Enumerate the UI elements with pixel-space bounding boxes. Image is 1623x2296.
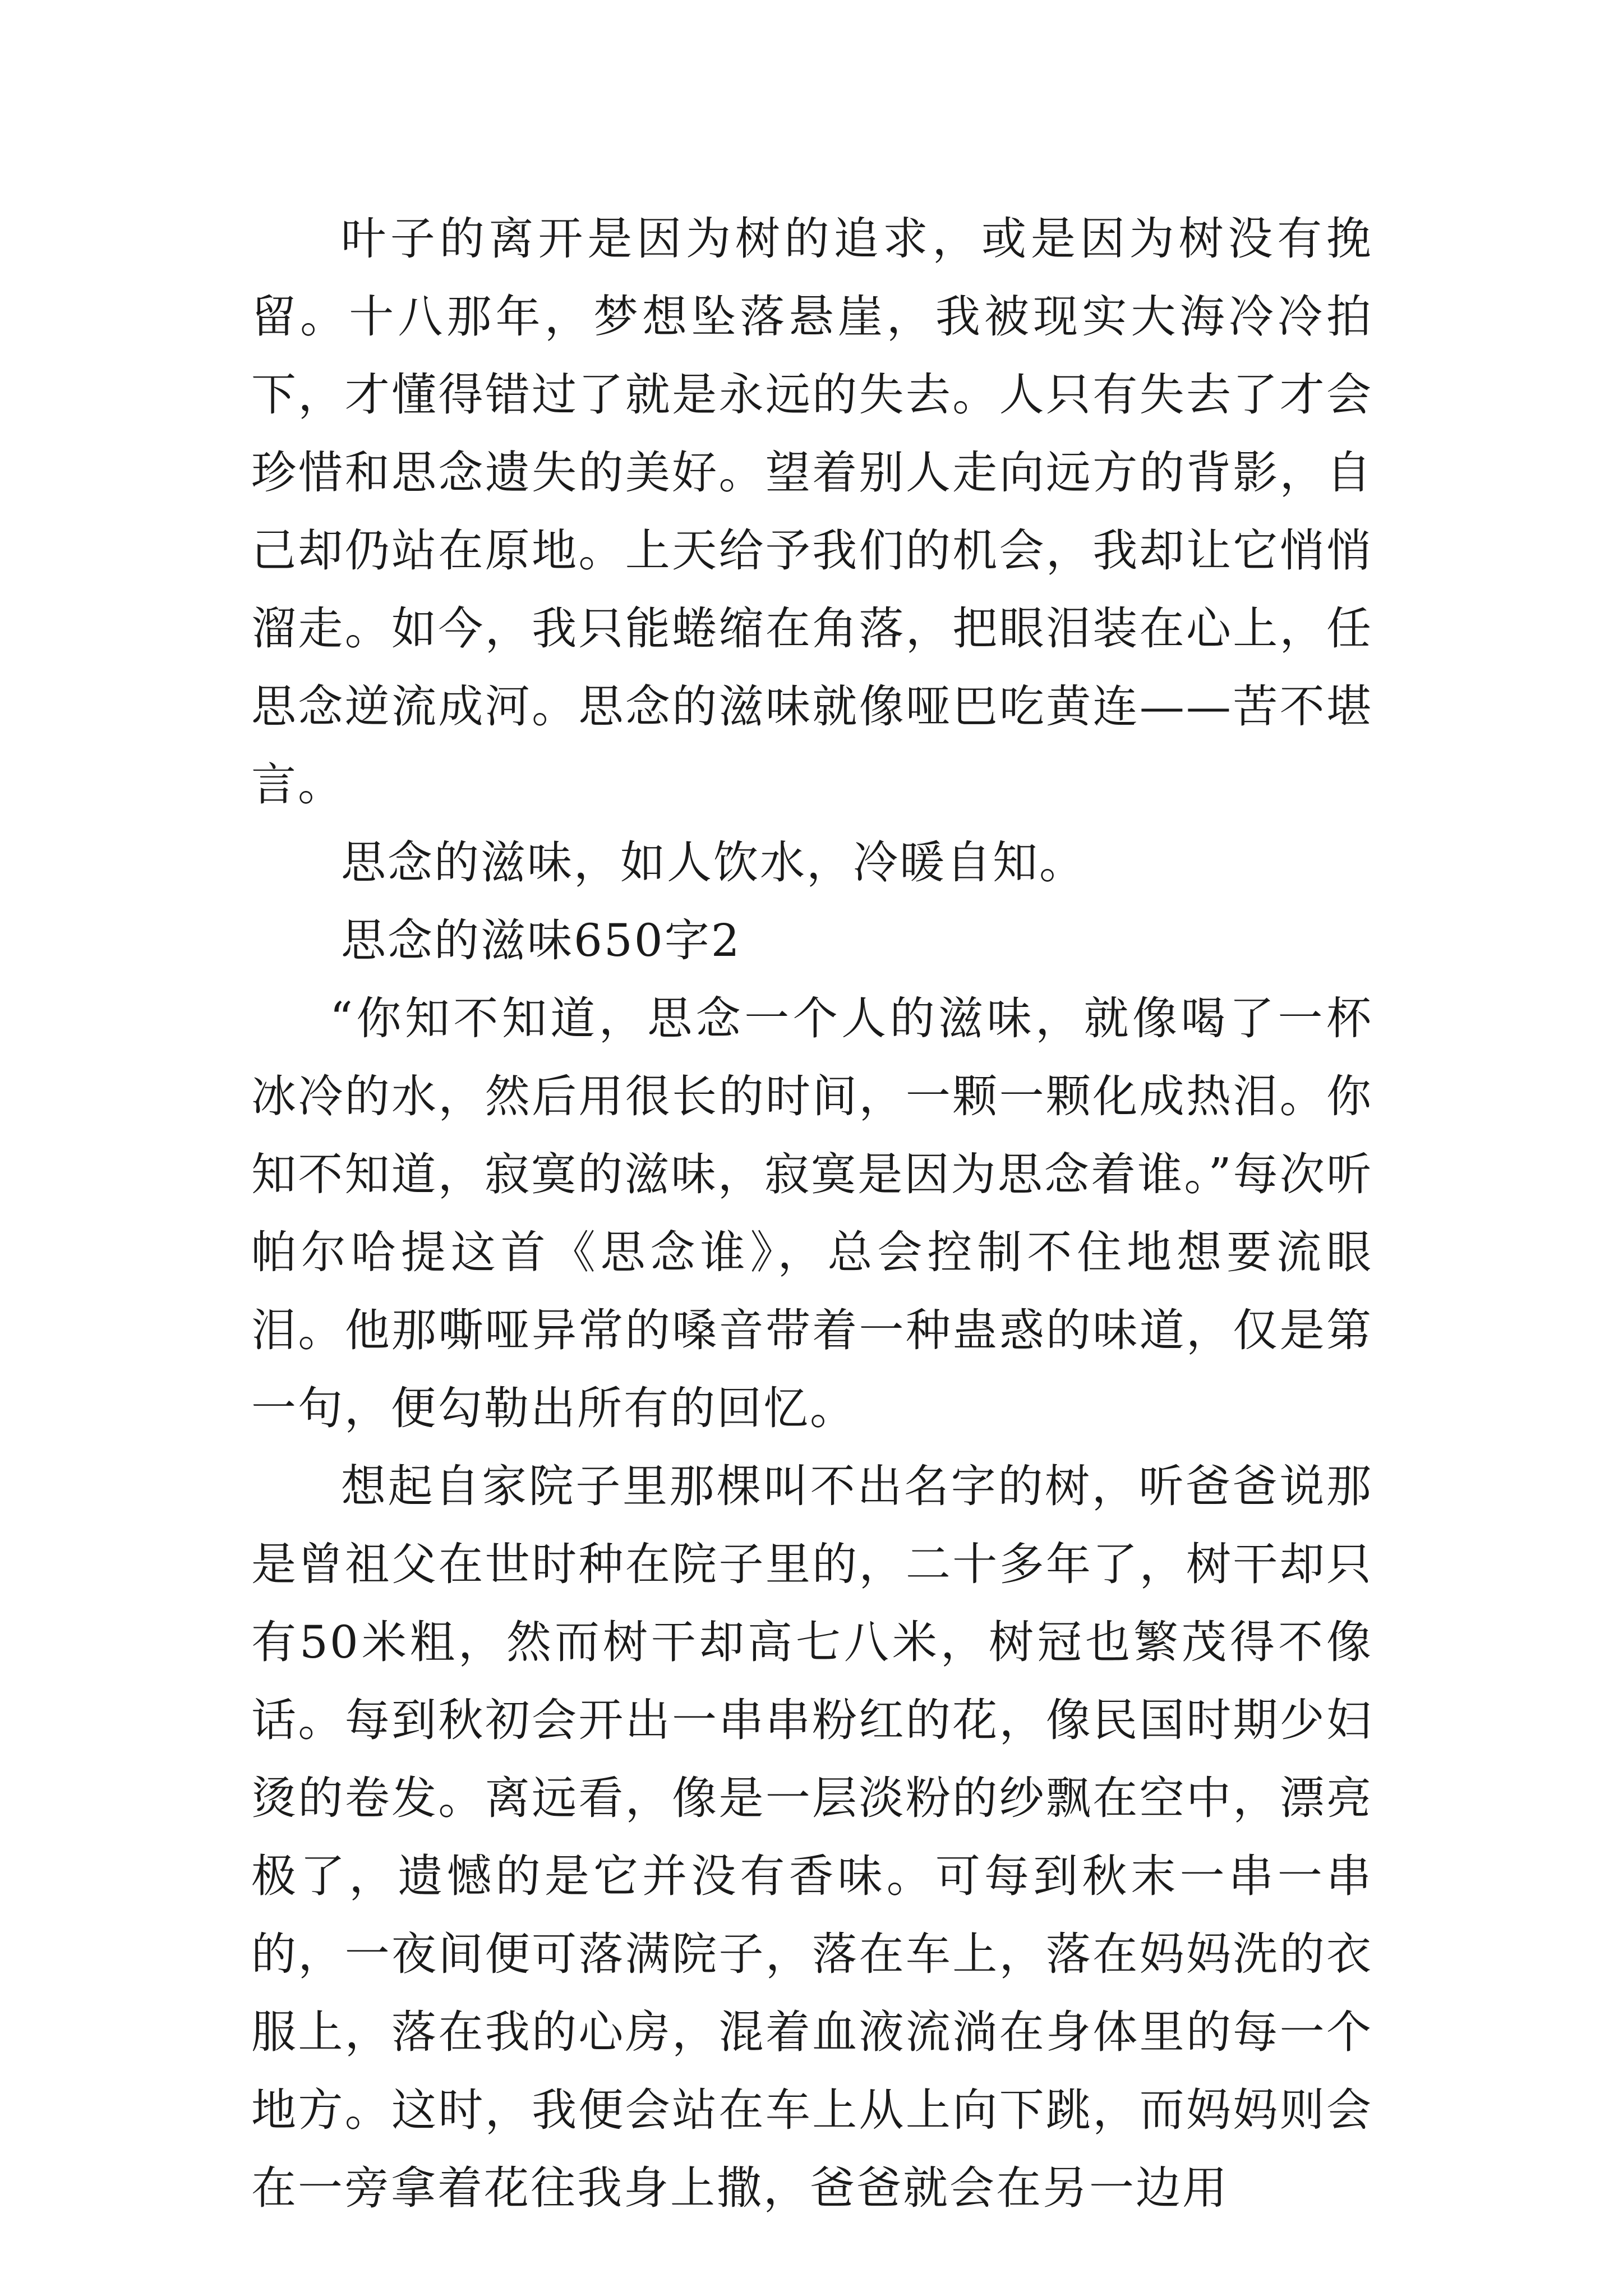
section-heading: 思念的滋味650字2 xyxy=(341,914,741,967)
paragraph-song-quote: “你知不知道，思念一个人的滋味，就像喝了一杯冰冷的水，然后用很长的时间，一颗一颗化成热泪。你知不知道，寂寞的滋味，寂寞是因为思念着谁。”每次听帕尔哈提这首《思念谁》，总会控制不住地想要流眼泪。他那嘶哑异常的嗓音带着一种蛊惑的味道，仅是第一句，便勾勒出所有的回忆。 xyxy=(251,992,1373,1434)
document-body xyxy=(251,200,1373,2227)
paragraph-courtyard-tree: 想起自家院子里那棵叫不出名字的树，听爸爸说那是曾祖父在世时种在院子里的，二十多年了，树干却只有50米粗，然而树干却高七八米，树冠也繁茂得不像话。每到秋初会开出一串串粉红的花，像民国时期少妇烫的卷发。离远看，像是一层淡粉的纱飘在空中，漂亮极了，遗憾的是它并没有香味。可每到秋末一串一串的，一夜间便可落满院子，落在车上，落在妈妈洗的衣服上，落在我的心房，混着血液流淌在身体里的每一个地方。这时，我便会站在车上从上向下跳，而妈妈则会在一旁拿着花往我身上撒，爸爸就会在另一边用 xyxy=(251,1460,1373,2214)
paragraph-leaves: 叶子的离开是因为树的追求，或是因为树没有挽留。十八那年，梦想坠落悬崖，我被现实大海冷冷拍下，才懂得错过了就是永远的失去。人只有失去了才会珍惜和思念遗失的美好。望着别人走向远方的背影，自己却仍站在原地。上天给予我们的机会，我却让它悄悄溜走。如今，我只能蜷缩在角落，把眼泪装在心上，任思念逆流成河。思念的滋味就像哑巴吃黄连——苦不堪言。 xyxy=(251,213,1373,811)
paragraph-taste-of-missing: 思念的滋味，如人饮水，冷暖自知。 xyxy=(341,836,1086,889)
